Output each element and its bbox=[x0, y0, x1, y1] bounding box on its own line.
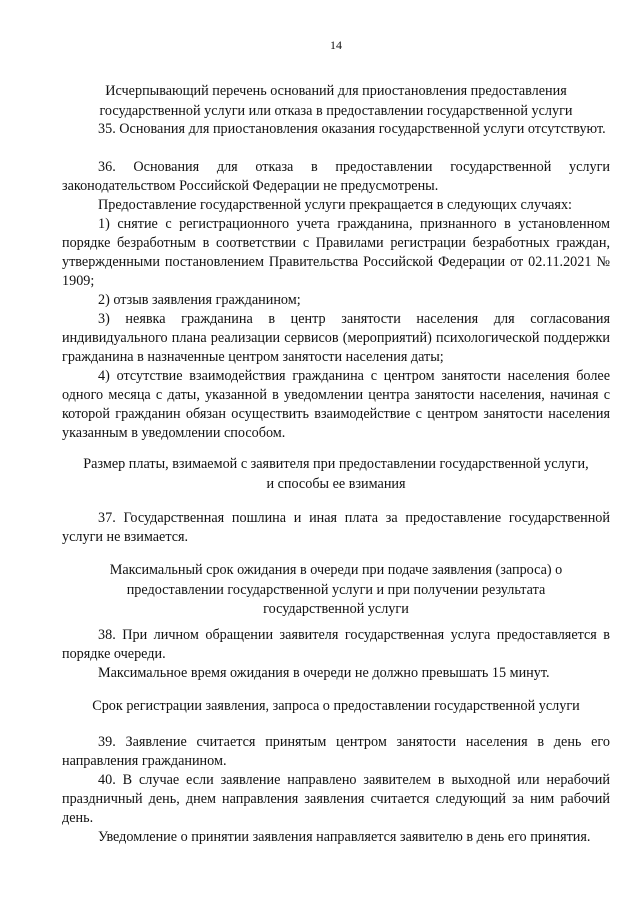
paragraph-39: 39. Заявление считается принятым центром занятости населения в день его направления гражданином. bbox=[62, 734, 610, 769]
heading-line: государственной услуги или отказа в предоставлении государственной услуги bbox=[99, 102, 573, 119]
page-number: 14 bbox=[330, 38, 342, 52]
paragraph-item-2: 2) отзыв заявления гражданином; bbox=[98, 292, 301, 308]
paragraph-item-3: 3) неявка гражданина в центр занятости населения для согласования индивидуального плана реализации сервисов (мероприятий) психологической поддержки гражданина в назначенные центром занятости населения даты; bbox=[62, 311, 610, 365]
paragraph-max-wait-time: Максимальное время ожидания в очереди не должно превышать 15 минут. bbox=[98, 665, 550, 681]
section-heading-fee bbox=[62, 455, 610, 494]
paragraph-notification: Уведомление о принятии заявления направляется заявителю в день его принятия. bbox=[98, 829, 591, 845]
section-heading-grounds-for-suspension bbox=[62, 82, 610, 121]
paragraph-item-4: 4) отсутствие взаимодействия гражданина с центром занятости населения более одного месяца с даты, указанной в уведомлении центра занятости населения, начиная с которой гражданин обязан осуществить взаимодействие с центром занятости населения указанным в уведомлении способом. bbox=[62, 368, 610, 441]
heading-line: предоставлении государственной услуги и при получении результата bbox=[126, 581, 546, 598]
heading-line: Срок регистрации заявления, запроса о предоставлении государственной услуги bbox=[92, 698, 580, 714]
paragraph-35: 35. Основания для приостановления оказания государственной услуги отсутствуют. bbox=[98, 121, 606, 137]
heading-line: и способы ее взимания bbox=[266, 475, 406, 492]
heading-line: Исчерпывающий перечень оснований для приостановления предоставления bbox=[105, 83, 567, 99]
heading-line: Максимальный срок ожидания в очереди при подаче заявления (запроса) о bbox=[109, 562, 563, 578]
section-heading-registration bbox=[62, 697, 610, 717]
paragraph-38: 38. При личном обращении заявителя государственная услуга предоставляется в порядке очереди. bbox=[62, 627, 610, 662]
heading-line: Размер платы, взимаемой с заявителя при предоставлении государственной услуги, bbox=[83, 456, 589, 472]
heading-line: государственной услуги bbox=[263, 601, 409, 617]
paragraph-item-1: 1) снятие с регистрационного учета гражданина, признанного в установленном порядке безработным в соответствии с Правилами регистрации безработных граждан, утвержденными постановлением Правительства Российской Федерации от 02.11.2021 № 1909; bbox=[62, 216, 610, 289]
section-heading-max-wait bbox=[62, 561, 610, 620]
paragraph-36: 36. Основания для отказа в предоставлении государственной услуги законодательством Российской Федерации не предусмотрены. bbox=[62, 159, 610, 194]
paragraph-37: 37. Государственная пошлина и иная плата за предоставление государственной услуги не взимается. bbox=[62, 510, 610, 545]
paragraph-termination-intro: Предоставление государственной услуги прекращается в следующих случаях: bbox=[98, 197, 572, 213]
paragraph-40: 40. В случае если заявление направлено заявителем в выходной или нерабочий праздничный день, днем направления заявления считается следующий за ним рабочий день. bbox=[62, 772, 610, 826]
